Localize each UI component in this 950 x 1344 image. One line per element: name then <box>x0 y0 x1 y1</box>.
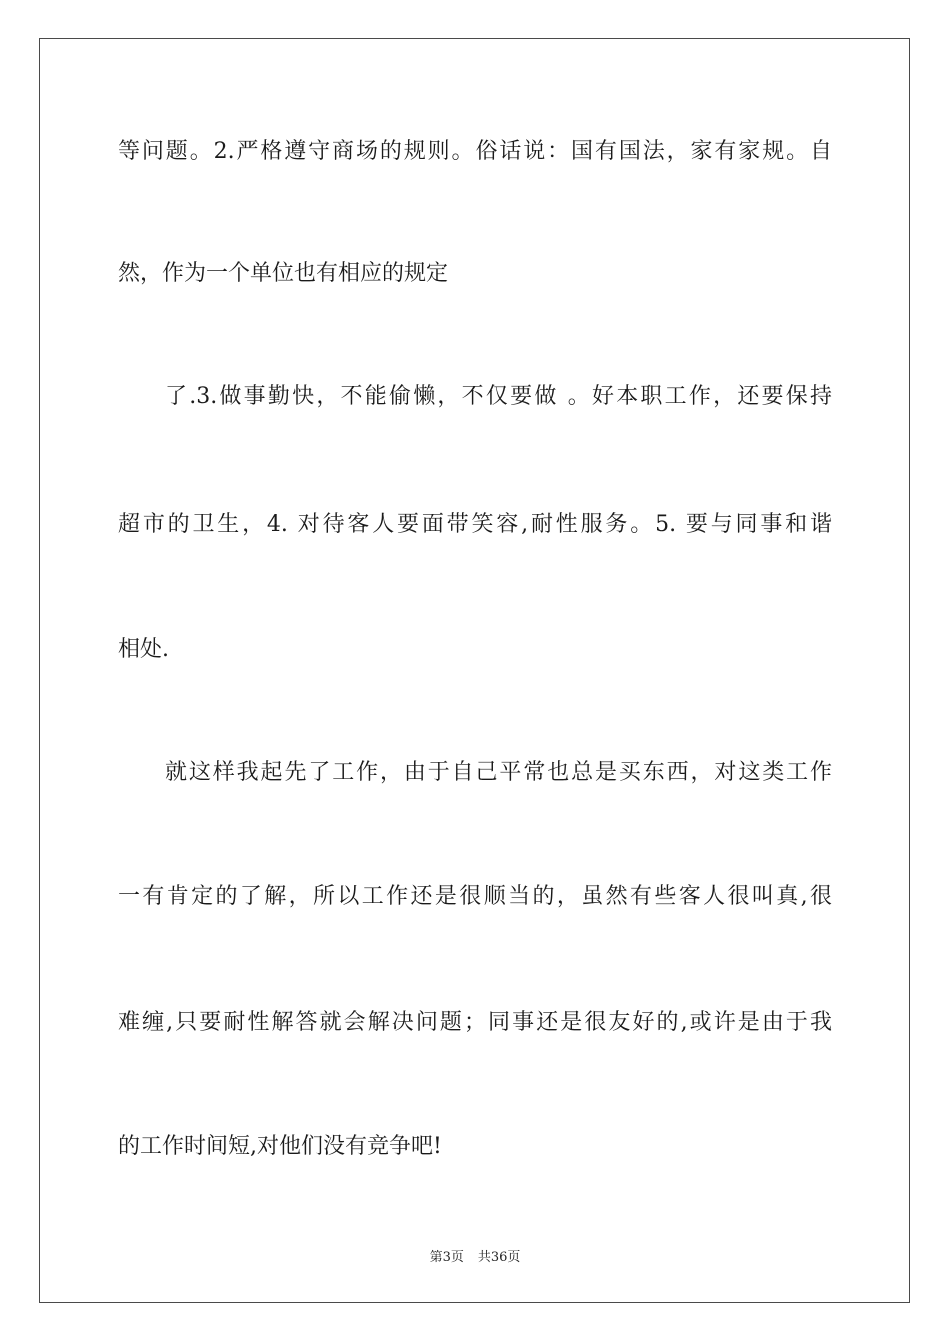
body-text-line: 就这样我起先了工作，由于自己平常也总是买东西，对这类工作 <box>165 760 832 785</box>
body-text-line: 一有肯定的了解，所以工作还是很顺当的，虽然有些客人很叫真,很 <box>118 884 832 909</box>
body-text-line: 然，作为一个单位也有相应的规定 <box>118 261 449 286</box>
body-text-line: 了.3.做事勤快，不能偷懒，不仅要做 。好本职工作，还要保持 <box>165 384 832 409</box>
body-text-line: 等问题。2.严格遵守商场的规则。俗话说：国有国法，家有家规。自 <box>118 139 832 164</box>
page-border <box>39 38 910 1303</box>
body-text-line: 相处. <box>118 637 169 662</box>
body-text-line: 超市的卫生，4. 对待客人要面带笑容,耐性服务。5. 要与同事和谐 <box>118 512 832 537</box>
body-text-line: 难缠,只要耐性解答就会解决问题；同事还是很友好的,或许是由于我 <box>118 1010 832 1035</box>
page-footer <box>0 1250 950 1266</box>
page-total: 共36页 <box>477 1250 521 1265</box>
page-number: 第3页 <box>429 1250 464 1265</box>
body-text-line: 的工作时间短,对他们没有竞争吧! <box>118 1134 442 1159</box>
